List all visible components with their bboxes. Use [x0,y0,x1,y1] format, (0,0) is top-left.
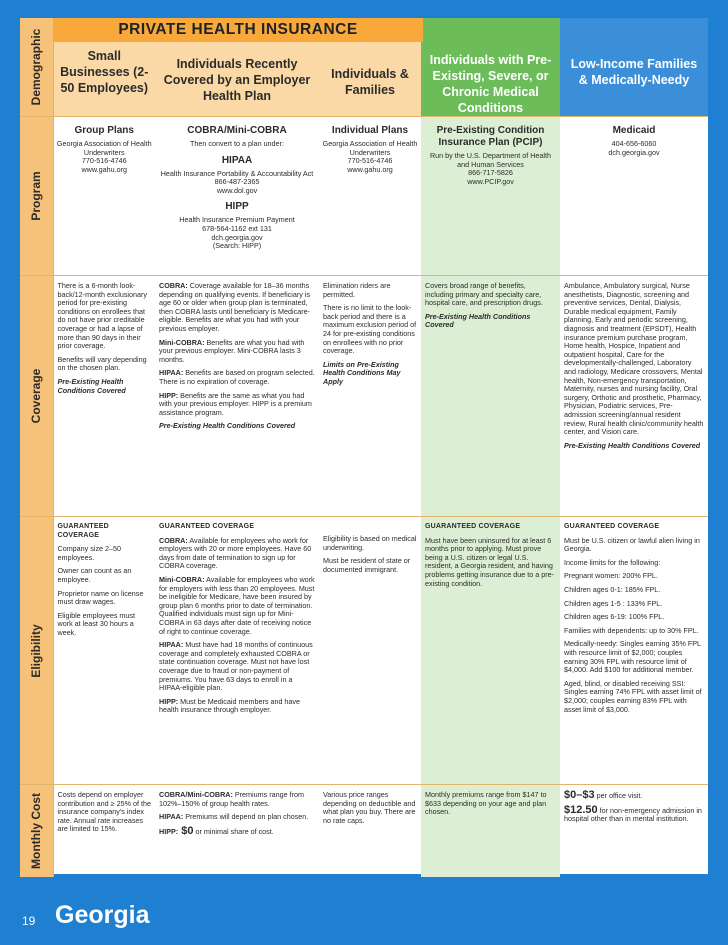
state-name: Georgia [55,901,150,929]
eligibility-pcip: GUARANTEED COVERAGE Must have been uninsured for at least 6 months prior to applying. Must prove being a U.S. citizen or legal U.S. resident, a Georgia resident, and having problems getting insurance due to a pre-existing condition. [421,517,560,785]
demo-cobra: Individuals Recently Covered by an Employer Health Plan [155,18,319,117]
insurance-table-page [20,18,708,874]
monthly-cost-row [20,785,708,877]
eligibility-medicaid: GUARANTEED COVERAGE Must be U.S. citizen or lawful alien living in Georgia. Income limits for the following: Pregnant women: 200% FPL. Children ages 0-1: 185% FPL. Children ages 1-5 : 133% FPL. Children ages 6-19: 100% FPL. Families with dependents: up to 30% FPL. Medically-needy: Singles earning 35% FPL with resource limit of $2,000; couples earning 30% FPL with resource limit of $4,000. Add $100 for additional member. Aged, blind, or disabled receiving SSI: Singles earning 74% FPL with asset limit of $2,000; couples earning 83% FPL with asset limit of $3,000. [560,517,708,785]
cost-cobra: COBRA/Mini-COBRA: Premiums range from 102%–150% of group health rates. HIPAA: Premiums will depend on plan chosen. HIPP: $0 or minimal share of cost. [159,790,309,837]
coverage-pcip: Covers broad range of benefits, including primary and specialty care, hospital care, and prescription drugs. Pre-Existing Health Conditions Covered [421,276,560,517]
demo-pre-existing: Individuals with Pre-Existing, Severe, or Chronic Medical Conditions [421,18,560,117]
cost-individual: Various price ranges depending on deductible and what plan you buy. There are no rate caps. [323,790,416,825]
row-label-program: Program [20,117,53,276]
demo-small-business: Small Businesses (2-50 Employees) [53,18,155,117]
coverage-individual: Elimination riders are permitted. There is no limit to the look-back period and there is a maximum exclusion period of 24 for pre-existing conditions on enrollees with no prior coverage. Limits on Pre-Existing Health Conditions May Apply [319,276,421,517]
program-group: Group Plans Georgia Association of Health Underwriters 770-516-4746 www.gahu.org [53,117,155,276]
demo-individuals: Individuals & Families [319,18,421,117]
program-pcip: Pre-Existing Condition Insurance Plan (PCIP) Run by the U.S. Department of Health and Human Services 866-717-5826 www.PCIP.gov [421,117,560,276]
row-label-eligibility: Eligibility [20,517,53,785]
cost-medicaid: $0–$3 per office visit. $12.50 for non-emergency admission in hospital other than in mental institution. [564,789,702,824]
program-row [20,117,708,276]
coverage-row [20,276,708,517]
cost-group: Costs depend on employer contribution and ≥ 25% of the insurance company's index rate. Annual rate increases are limited to 15%. [57,790,151,834]
eligibility-group: GUARANTEED COVERAGE Company size 2–50 employees. Owner can count as an employee. Proprietor name on license must draw wages. Eligible employees must work at least 30 hours a week. [53,517,155,785]
eligibility-cobra: GUARANTEED COVERAGE COBRA: Available for employees who work for employers with 20 or more employees. Have 60 days from date of termination to sign up for COBRA coverage. Mini-COBRA: Available for employees who work for employers with less than 20 employees. Must be ineligible for Medicare, have been insured by group plan 6 months prior to date of termination. Qualified individuals must sign up for Mini-COBRA in 63 days after date of receiving notice of right to continue coverage. HIPAA: Must have had 18 months of continuous coverage and completely exhausted COBRA or state continuation coverage. Must not have lost coverage due to fraud or non-payment of premiums. You have 63 days to enroll in a HIPAA-eligible plan. HIPP: Must be Medicaid members and have health insurance through employer. [155,517,319,785]
program-medicaid: Medicaid 404-656-6060 dch.georgia.gov [560,117,708,276]
cost-pcip: Monthly premiums range from $147 to $633 depending on your age and plan chosen. [421,785,560,877]
private-health-insurance-band: PRIVATE HEALTH INSURANCE [53,18,423,42]
demo-low-income: Low-Income Families & Medically-Needy [560,18,708,117]
row-label-demographic: Demographic [20,18,53,117]
insurance-table [20,18,708,877]
coverage-group: There is a 6-month look-back/12-month exclusionary period for pre-existing conditions on enrollees that do not have prior creditable coverage or had a lapse of more than 90 days in their prior coverage. Benefits will vary depending on the chosen plan. Pre-Existing Health Conditions Covered [53,276,155,517]
page-number: 19 [22,914,36,928]
coverage-cobra: COBRA: Coverage available for 18–36 months depending on qualifying events. If beneficiary is age 60 or older when group plan is terminated, then COBRA lasts until beneficiary is Medicare-eligible. Benefits are what you had with your previous employer. Mini-COBRA: Benefits are what you had with your previous employer. Mini-COBRA lasts 3 months. HIPAA: Benefits are based on program selected. There is no expiration of coverage. HIPP: Benefits are the same as what you had with your previous employer. HIPP is a premium assistance program. Pre-Existing Health Conditions Covered [155,276,319,517]
coverage-medicaid: Ambulance, Ambulatory surgical, Nurse anesthetists, Diagnostic, screening and preventive services, Dental, Dialysis, Durable medical equipment, Family planning, Early and periodic screening, diagnosis and treatment (EPSDT), Health insurance premium purchase program, Home health, Hospice, Inpatient and outpatient hospital, Care for the developmentally-challenged, Laboratory and radiology, Medicare crossovers, Mental health, Non-emergency transportation, Maternity, nurses and nursing facility, Oral surgery, Orthotic and prosthetic, Pharmacy, Physician, Podiatric services, Pre-admission screening/annual resident review, Rural health clinic/community health center, and Vision care. Pre-Existing Health Conditions Covered [560,276,708,517]
eligibility-row [20,517,708,785]
row-label-monthly-cost: Monthly Cost [20,785,53,877]
program-cobra: COBRA/Mini-COBRA Then convert to a plan under: HIPAA Health Insurance Portability & Accountability Act 866-487-2365 www.dol.gov HIPP Health Insurance Premium Payment 678-564-1162 ext 131 dch.georgia.gov (Search: HIPP) [155,117,319,276]
eligibility-individual: Eligibility is based on medical underwriting. Must be resident of state or documented immigrant. [319,517,421,785]
row-label-coverage: Coverage [20,276,53,517]
program-individual: Individual Plans Georgia Association of Health Underwriters 770-516-4746 www.gahu.org [319,117,421,276]
